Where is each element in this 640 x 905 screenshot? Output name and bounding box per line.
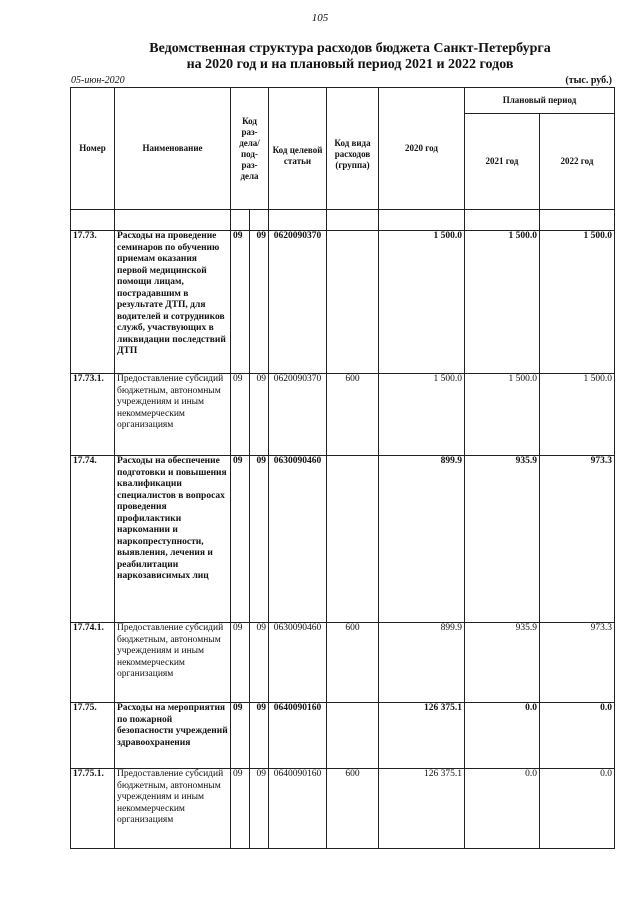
header-section: Код раз-дела/ под-раз-дела — [231, 88, 269, 210]
row-2021: 935.9 — [465, 456, 540, 623]
header-2020: 2020 год — [379, 88, 465, 210]
row-group — [327, 231, 379, 374]
title-line-1: Ведомственная структура расходов бюджета Санкт-Петербурга — [149, 41, 551, 56]
row-name: Расходы на проведение семинаров по обучению приемам оказания первой медицинской помощи лицам, пострадавшим в результате ДТП, для водителей и сотрудников служб, участвующих в ликвидации последствий ДТП — [115, 231, 231, 374]
row-section: 09 — [231, 703, 250, 769]
row-section: 09 — [231, 456, 250, 623]
row-2021: 0.0 — [465, 703, 540, 769]
table-row — [71, 456, 615, 623]
units-label: (тыс. руб.) — [565, 75, 612, 86]
row-number: 17.75. — [71, 703, 115, 769]
header-group: Код вида расходов (группа) — [327, 88, 379, 210]
header-number: Номер — [71, 88, 115, 210]
row-2020: 126 375.1 — [379, 769, 465, 849]
row-number: 17.74. — [71, 456, 115, 623]
row-2020: 126 375.1 — [379, 703, 465, 769]
row-2022: 973.3 — [540, 456, 615, 623]
table-row — [71, 769, 615, 849]
document-date: 05-июн-2020 — [71, 75, 125, 86]
row-number: 17.73.1. — [71, 374, 115, 456]
row-section: 09 — [231, 231, 250, 374]
header-2022: 2022 год — [540, 114, 615, 210]
row-2022: 973.3 — [540, 623, 615, 703]
row-number: 17.73. — [71, 231, 115, 374]
row-group — [327, 703, 379, 769]
row-target: 0620090370 — [269, 231, 327, 374]
row-subsection: 09 — [250, 231, 269, 374]
row-section: 09 — [231, 769, 250, 849]
row-2021: 1 500.0 — [465, 374, 540, 456]
row-subsection: 09 — [250, 703, 269, 769]
header-name: Наименование — [115, 88, 231, 210]
row-2021: 0.0 — [465, 769, 540, 849]
header-2021: 2021 год — [465, 114, 540, 210]
row-name: Предоставление субсидий бюджетным, автономным учреждениям и иным некоммерческим организациям — [115, 623, 231, 703]
row-subsection: 09 — [250, 374, 269, 456]
row-2021: 935.9 — [465, 623, 540, 703]
row-target: 0640090160 — [269, 769, 327, 849]
row-subsection: 09 — [250, 623, 269, 703]
row-target: 0630090460 — [269, 456, 327, 623]
row-2020: 899.9 — [379, 623, 465, 703]
row-group — [327, 456, 379, 623]
header-planned-period: Плановый период — [465, 88, 615, 114]
page-number: 105 — [311, 12, 329, 24]
row-2021: 1 500.0 — [465, 231, 540, 374]
row-2020: 1 500.0 — [379, 231, 465, 374]
budget-table — [70, 87, 615, 849]
row-2020: 899.9 — [379, 456, 465, 623]
row-subsection: 09 — [250, 456, 269, 623]
row-name: Расходы на мероприятия по пожарной безопасности учреждений здравоохранения — [115, 703, 231, 769]
row-target: 0620090370 — [269, 374, 327, 456]
row-group: 600 — [327, 623, 379, 703]
row-number: 17.74.1. — [71, 623, 115, 703]
row-number: 17.75.1. — [71, 769, 115, 849]
row-name: Предоставление субсидий бюджетным, автономным учреждениям и иным некоммерческим организациям — [115, 769, 231, 849]
row-2022: 0.0 — [540, 769, 615, 849]
table-row — [71, 623, 615, 703]
row-name: Предоставление субсидий бюджетным, автономным учреждениям и иным некоммерческим организациям — [115, 374, 231, 456]
row-section: 09 — [231, 374, 250, 456]
table-row — [71, 374, 615, 456]
row-2020: 1 500.0 — [379, 374, 465, 456]
row-section: 09 — [231, 623, 250, 703]
title-line-2: на 2020 год и на плановый период 2021 и 2022 годов — [186, 57, 514, 72]
header-target: Код целевой статьи — [269, 88, 327, 210]
row-group: 600 — [327, 374, 379, 456]
document-title — [60, 41, 640, 73]
spacer-row — [71, 210, 615, 231]
row-target: 0630090460 — [269, 623, 327, 703]
row-2022: 1 500.0 — [540, 231, 615, 374]
table-row — [71, 231, 615, 374]
row-target: 0640090160 — [269, 703, 327, 769]
row-subsection: 09 — [250, 769, 269, 849]
table-row — [71, 703, 615, 769]
row-group: 600 — [327, 769, 379, 849]
row-2022: 1 500.0 — [540, 374, 615, 456]
row-name: Расходы на обеспечение подготовки и повышения квалификации специалистов в вопросах проведения профилактики наркомании и наркопреступности, выявления, лечения и реабилитации наркозависимых лиц — [115, 456, 231, 623]
row-2022: 0.0 — [540, 703, 615, 769]
